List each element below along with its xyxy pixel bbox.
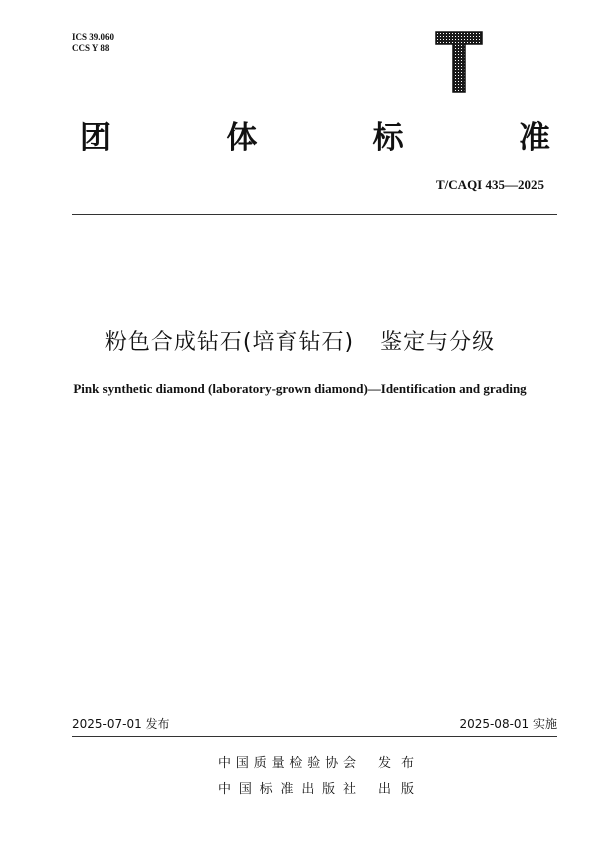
chinese-title — [0, 328, 600, 358]
standard-type-mark — [434, 30, 484, 94]
publisher-action: 发 布 — [378, 756, 414, 771]
ccs-code: CCS Y 88 — [72, 43, 110, 53]
bottom-divider — [72, 736, 557, 737]
category-char-1: 团 — [80, 120, 111, 156]
publisher-org: 中国质量检验协会 — [218, 756, 356, 771]
publisher-action: 出 版 — [378, 782, 414, 797]
category-char-3: 标 — [372, 120, 404, 156]
issue-date: 2025-07-01 发布 — [72, 717, 170, 731]
ics-code: ICS 39.060 — [72, 32, 115, 42]
publisher-row — [218, 752, 414, 771]
publisher-org: 中国标准出版社 — [218, 782, 356, 797]
english-title: Pink synthetic diamond (laboratory-grown diamond)—Identification and grading — [73, 381, 527, 396]
standard-number: T/CAQI 435—2025 — [436, 177, 544, 192]
category-char-2: 体 — [226, 120, 258, 156]
chinese-title-part1: 粉色合成钻石(培育钻石) — [104, 330, 355, 355]
category-char-4: 准 — [518, 120, 550, 156]
document-category-title — [80, 118, 550, 158]
classification-codes — [72, 32, 114, 54]
chinese-title-part2: 鉴定与分级 — [380, 330, 496, 355]
implementation-date: 2025-08-01 实施 — [459, 717, 557, 731]
publisher-row — [218, 778, 414, 797]
top-divider — [72, 214, 557, 215]
